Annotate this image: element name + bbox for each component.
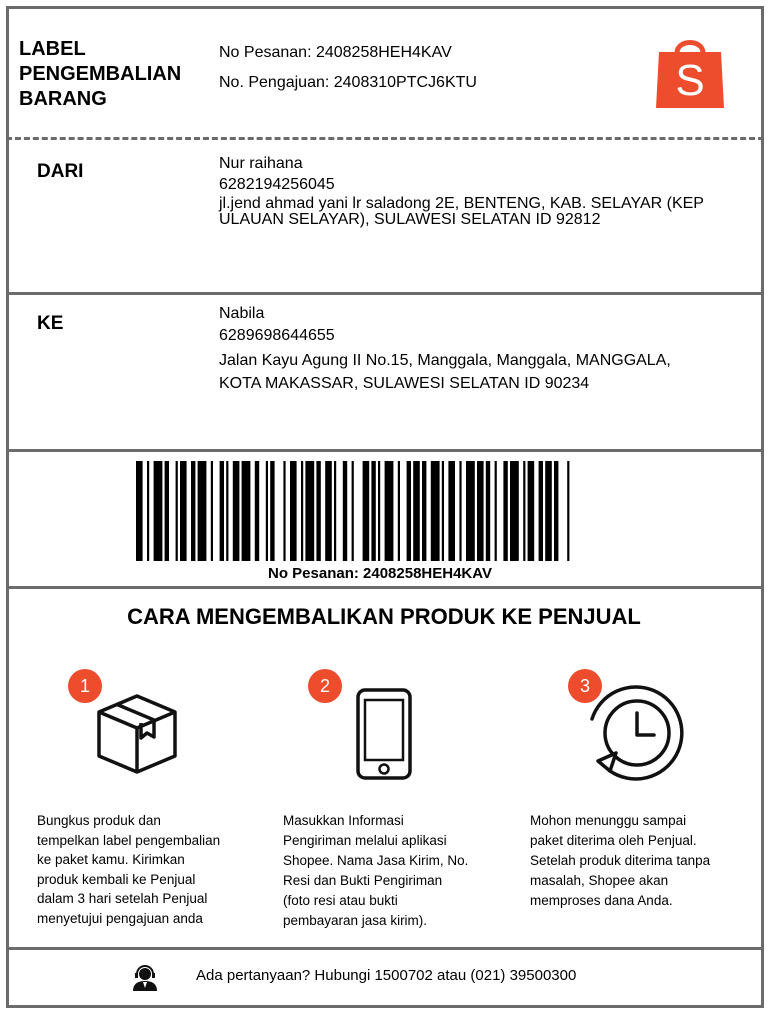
barcode-bar: [477, 461, 484, 561]
text-line: dalam 3 hari setelah Penjual: [37, 891, 208, 906]
label-title: [19, 37, 181, 112]
step-2-description: [283, 811, 488, 931]
text-line: Bungkus produk dan: [37, 813, 161, 828]
footer-contact: Ada pertanyaan? Hubungi 1500702 atau (021) 39500300: [196, 967, 577, 984]
text-line: paket diterima oleh Penjual.: [530, 833, 697, 848]
barcode-bar: [233, 461, 240, 561]
barcode-bar: [266, 461, 268, 561]
from-divider: [6, 292, 764, 295]
instructions-divider: [6, 947, 764, 950]
barcode-bar: [539, 461, 543, 561]
svg-text:S: S: [675, 56, 705, 105]
text-line: Resi dan Bukti Pengiriman: [283, 873, 443, 888]
to-divider: [6, 449, 764, 452]
barcode-bar: [242, 461, 251, 561]
title-line: PENGEMBALIAN: [19, 63, 182, 85]
barcode-bar: [503, 461, 507, 561]
barcode-bar: [305, 461, 314, 561]
address-line: Jalan Kayu Agung II No.15, Manggala, Manggala, MANGGALA,: [219, 352, 671, 369]
barcode-bar: [422, 461, 426, 561]
step-1-description: [37, 811, 242, 928]
barcode: [136, 461, 626, 561]
text-line: Shopee. Nama Jasa Kirim, No.: [283, 853, 469, 868]
barcode-bar: [459, 461, 461, 561]
text-line: Setelah produk diterima tanpa: [530, 853, 711, 868]
barcode-bar: [523, 461, 525, 561]
header-divider: [6, 137, 764, 140]
barcode-bar: [211, 461, 213, 561]
barcode-bar: [398, 461, 400, 561]
text-line: masalah, Shopee akan: [530, 873, 669, 888]
barcode-bar: [301, 461, 303, 561]
recipient-name: Nabila: [219, 305, 265, 322]
barcode-bar: [448, 461, 455, 561]
order-number: No Pesanan: 2408258HEH4KAV: [219, 44, 452, 61]
barcode-bar: [154, 461, 163, 561]
barcode-bar: [363, 461, 370, 561]
step-1-number: 1: [68, 669, 102, 703]
barcode-bar: [466, 461, 475, 561]
barcode-bar: [325, 461, 332, 561]
barcode-bar: [352, 461, 354, 561]
barcode-bar: [495, 461, 497, 561]
step-2-number: 2: [308, 669, 342, 703]
barcode-bar: [554, 461, 558, 561]
text-line: memproses dana Anda.: [530, 893, 673, 908]
barcode-bar: [407, 461, 411, 561]
barcode-bar: [334, 461, 336, 561]
recipient-address: [219, 349, 729, 395]
sender-address: [219, 196, 729, 228]
customer-service-icon: [131, 964, 159, 992]
barcode-bar: [431, 461, 440, 561]
from-label: DARI: [37, 161, 84, 182]
text-line: ke paket kamu. Kirimkan: [37, 852, 185, 867]
step-3-number: 3: [568, 669, 602, 703]
barcode-bar: [442, 461, 444, 561]
text-line: Mohon menunggu sampai: [530, 813, 687, 828]
barcode-bar: [343, 461, 347, 561]
barcode-bar: [378, 461, 380, 561]
barcode-bar: [180, 461, 187, 561]
barcode-bar: [371, 461, 375, 561]
address-line: KOTA MAKASSAR, SULAWESI SELATAN ID 90234: [219, 375, 590, 392]
barcode-bar: [176, 461, 178, 561]
step-3-description: [530, 811, 735, 911]
barcode-bar: [136, 461, 143, 561]
barcode-bar: [486, 461, 490, 561]
to-label: KE: [37, 313, 64, 334]
text-line: produk kembali ke Penjual: [37, 871, 196, 887]
barcode-bar: [255, 461, 259, 561]
shopee-bag-icon: [655, 33, 725, 109]
barcode-bar: [283, 461, 285, 561]
instructions-title: CARA MENGEMBALIKAN PRODUK KE PENJUAL: [127, 604, 641, 629]
barcode-bar: [413, 461, 420, 561]
text-line: menyetujui pengajuan anda: [37, 910, 203, 926]
barcode-bar: [545, 461, 552, 561]
barcode-bar: [567, 461, 569, 561]
text-line: (foto resi atau bukti: [283, 893, 398, 908]
clock-history-icon: [586, 683, 688, 783]
barcode-bar: [220, 461, 224, 561]
barcode-bar: [528, 461, 535, 561]
package-box-icon: [96, 692, 178, 774]
barcode-bar: [226, 461, 228, 561]
title-line: LABEL: [19, 38, 86, 60]
barcode-bar: [270, 461, 274, 561]
barcode-bar: [316, 461, 320, 561]
text-line: Masukkan Informasi: [283, 813, 404, 828]
smartphone-icon: [356, 688, 412, 780]
barcode-divider: [6, 586, 764, 589]
sender-phone: 6282194256045: [219, 176, 335, 193]
barcode-bar: [191, 461, 195, 561]
barcode-caption: No Pesanan: 2408258HEH4KAV: [268, 565, 492, 582]
barcode-bar: [165, 461, 169, 561]
barcode-bar: [198, 461, 207, 561]
barcode-bar: [510, 461, 519, 561]
text-line: Pengiriman melalui aplikasi: [283, 833, 447, 848]
submission-number: No. Pengajuan: 2408310PTCJ6KTU: [219, 74, 477, 91]
text-line: pembayaran jasa kirim).: [283, 913, 428, 928]
title-line: BARANG: [19, 88, 107, 110]
recipient-phone: 6289698644655: [219, 327, 335, 344]
address-line: jl.jend ahmad yani lr saladong 2E, BENTENG, KAB. SELAYAR (KEP: [219, 195, 704, 212]
barcode-bar: [385, 461, 394, 561]
address-line: ULAUAN SELAYAR), SULAWESI SELATAN ID 92812: [219, 211, 601, 228]
barcode-bar: [147, 461, 149, 561]
barcode-bar: [290, 461, 297, 561]
text-line: tempelkan label pengembalian: [37, 832, 221, 848]
sender-name: Nur raihana: [219, 155, 303, 172]
